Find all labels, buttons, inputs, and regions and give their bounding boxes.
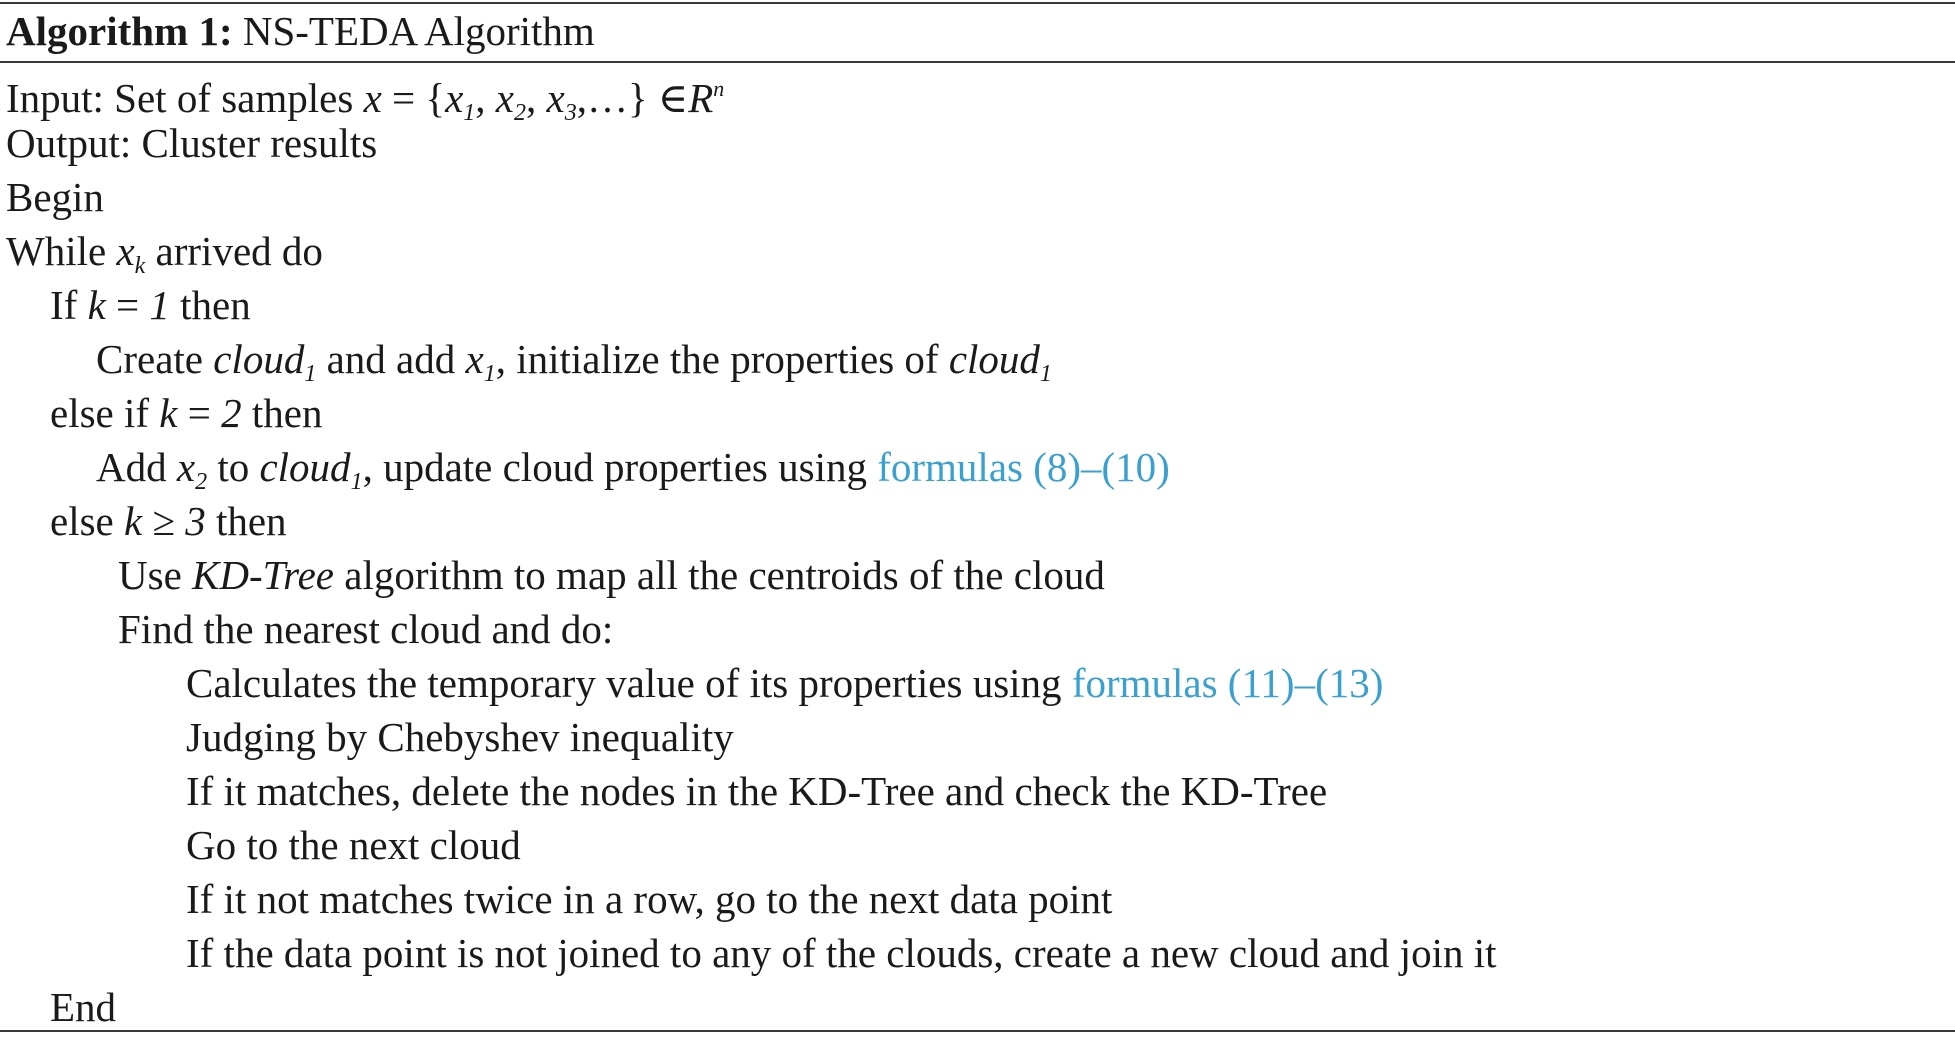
else-k3-line: else k ≥ 3 then [50, 498, 287, 544]
algorithm-name: NS-TEDA Algorithm [242, 8, 595, 54]
end-line: End [50, 984, 117, 1030]
matches-line: If it matches, delete the nodes in the KD-Tree and check the KD-Tree [186, 768, 1328, 814]
bottom-rule [0, 1030, 1955, 1032]
input-line: Input: Set of samples $x = \{x_1$, $x_2$, $x_3,\dots$} $\in R^n$ [6, 75, 725, 126]
not-matches-line: If it not matches twice in a row, go to the next data point [186, 876, 1113, 922]
top-rule [0, 2, 1955, 4]
elseif-k2-line: else if k = 2 then [50, 390, 323, 436]
while-line: While $x_k$ arrived do [6, 228, 323, 279]
formulas-11-13-link[interactable]: formulas (11)–(13) [1071, 660, 1384, 706]
add-x2-line: Add $x_2$ to cloud$_1$, update cloud properties using formulas (8)–(10) [96, 444, 1170, 495]
if-k1-line: If k = 1 then [50, 282, 251, 328]
formulas-8-10-link[interactable]: formulas (8)–(10) [877, 444, 1170, 490]
begin-line: Begin [6, 174, 104, 220]
calculates-line: Calculates the temporary value of its properties using formulas (11)–(13) [186, 660, 1384, 706]
create-cloud-line: Create cloud$_1$ and add $x_1$, initialize the properties of cloud$_1$ [96, 336, 1052, 387]
header-rule [0, 61, 1955, 63]
goto-next-cloud-line: Go to the next cloud [186, 822, 521, 868]
algorithm-title [6, 6, 595, 56]
algorithm-label: Algorithm 1: [6, 8, 233, 54]
find-nearest-line: Find the nearest cloud and do: [118, 606, 614, 652]
output-line: Output: Cluster results [6, 120, 378, 166]
not-joined-line: If the data point is not joined to any of the clouds, create a new cloud and join it [186, 930, 1497, 976]
use-kdtree-line: Use KD-Tree algorithm to map all the centroids of the cloud [118, 552, 1105, 598]
judging-line: Judging by Chebyshev inequality [186, 714, 734, 760]
